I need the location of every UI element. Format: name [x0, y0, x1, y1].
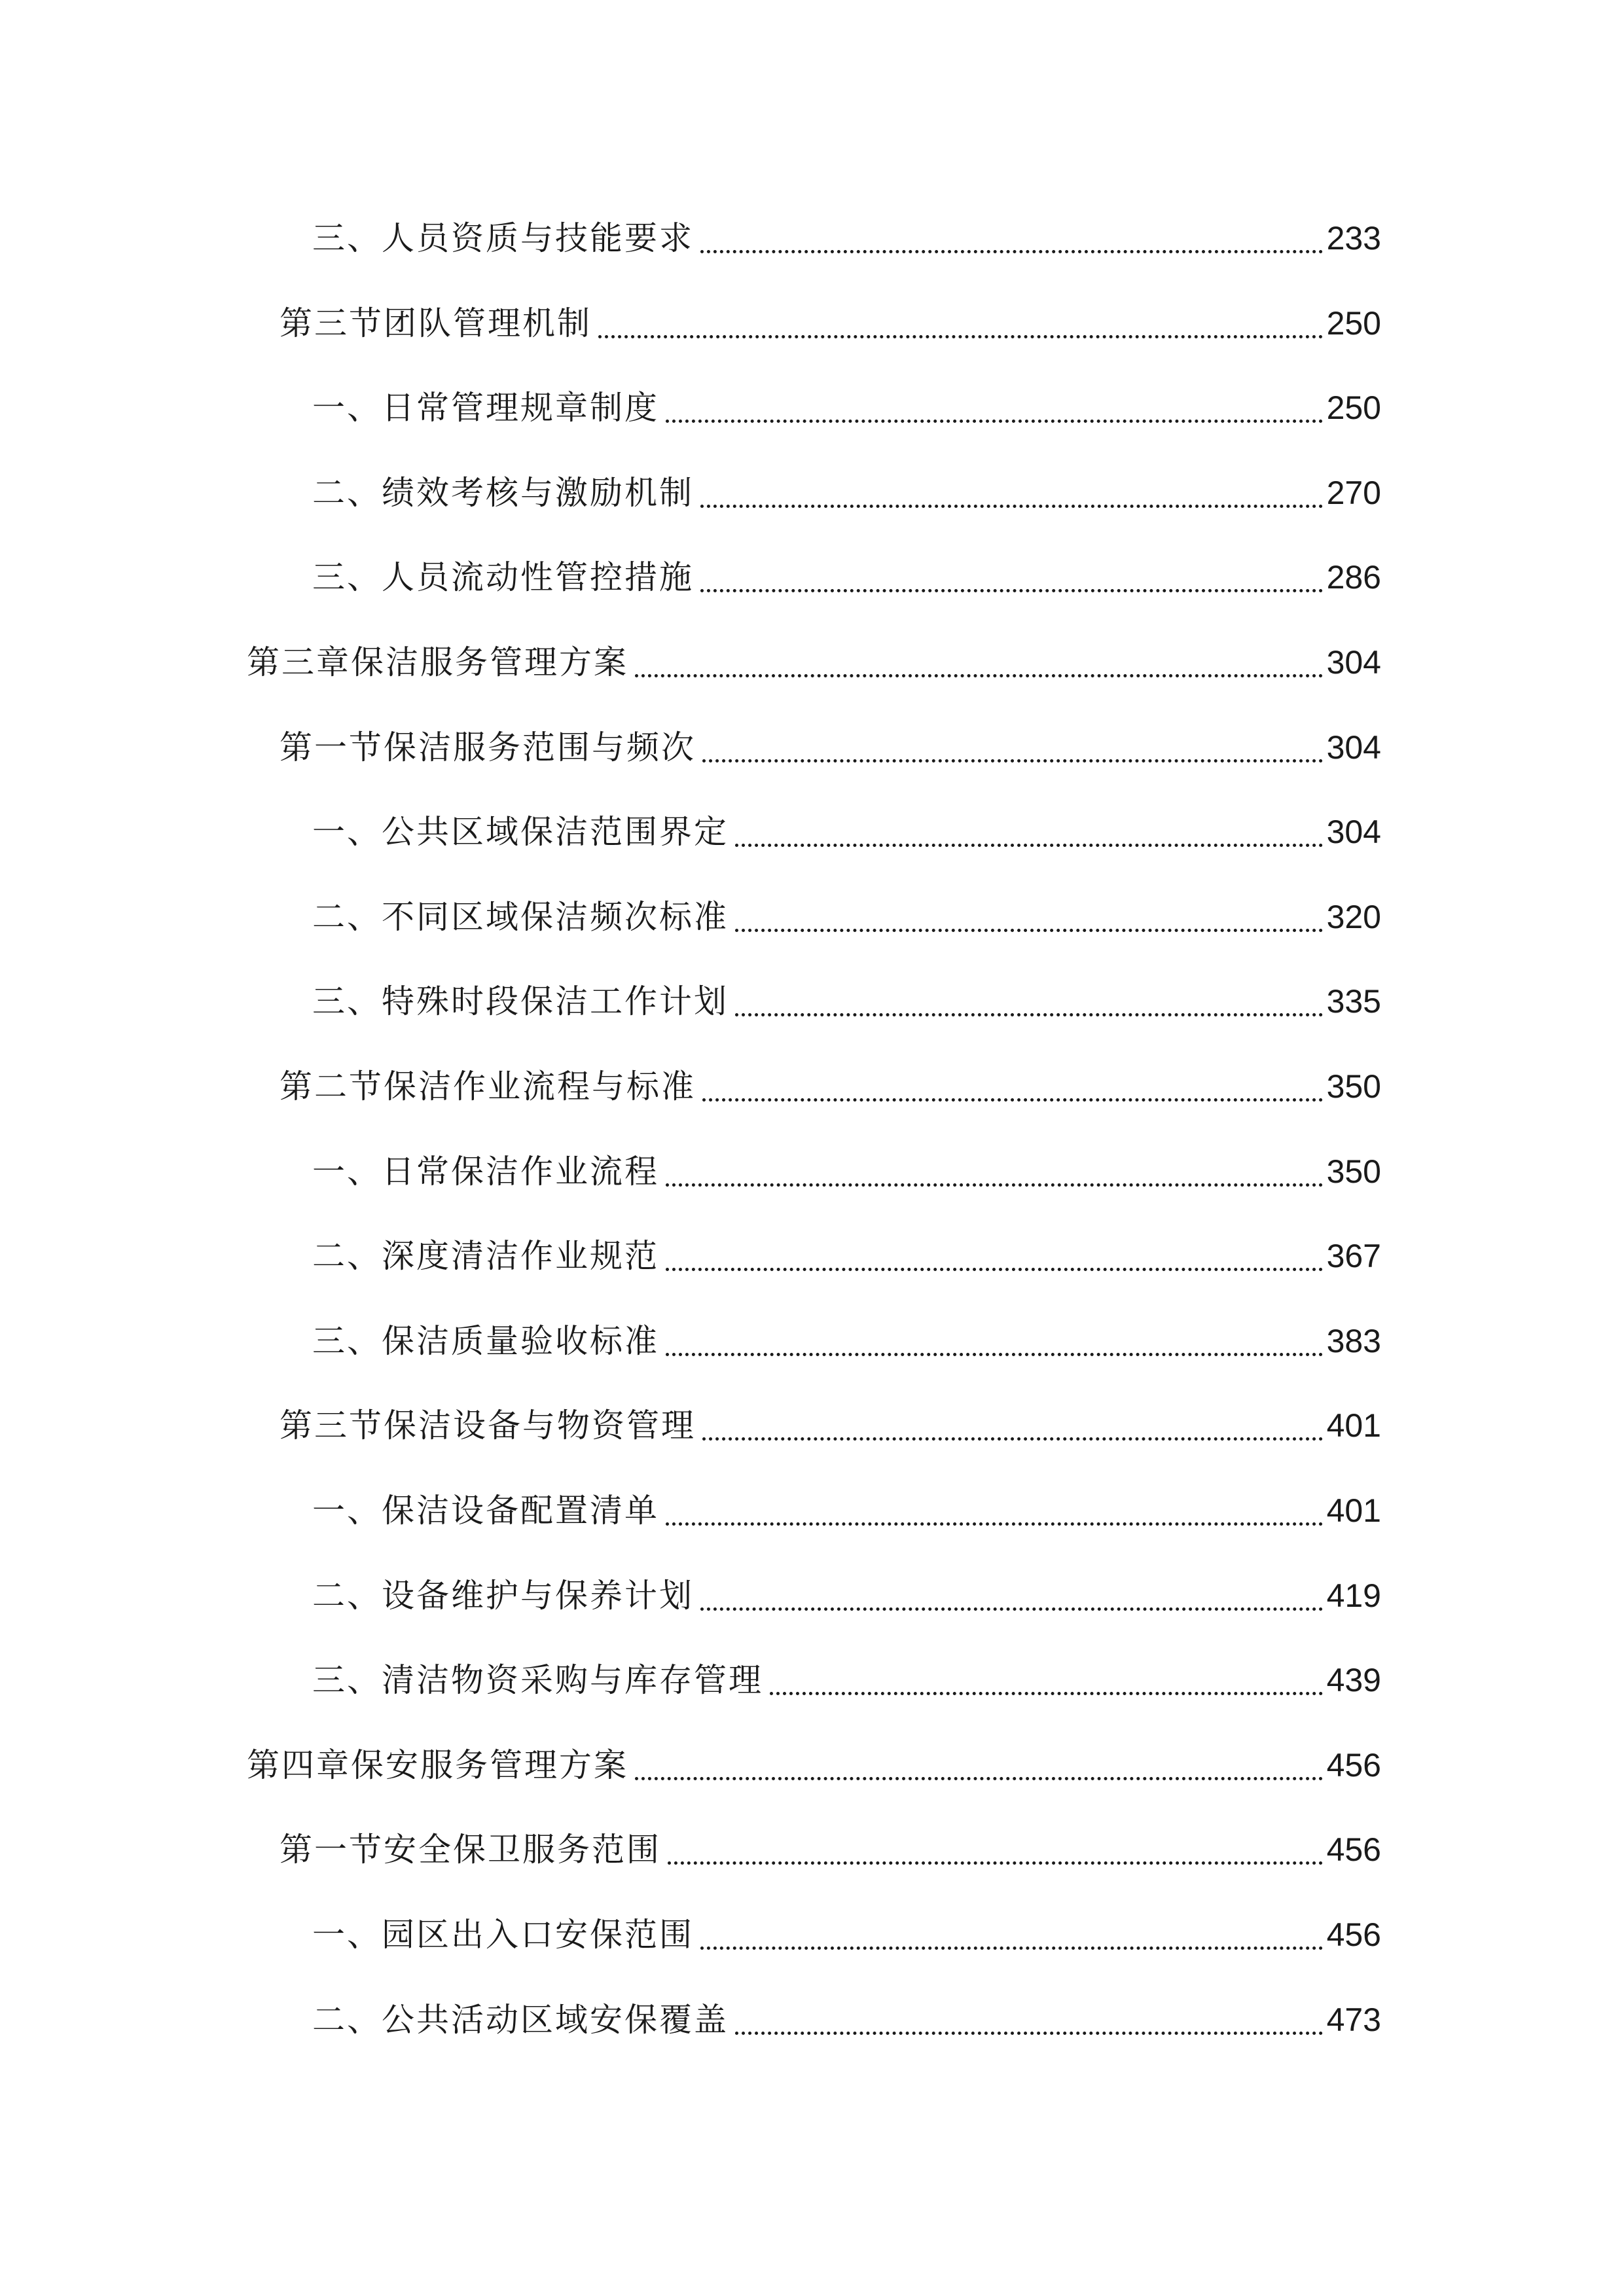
toc-entry-title: 二、不同区域保洁频次标准: [312, 898, 729, 936]
toc-entry-page-number: 473: [1326, 2001, 1381, 2038]
toc-entry-title: 一、园区出入口安保范围: [312, 1916, 694, 1954]
toc-dot-leader: [702, 1098, 1323, 1102]
toc-entry-title: 第一节保洁服务范围与频次: [280, 728, 696, 766]
toc-entry[interactable]: [280, 1393, 1381, 1458]
toc-entry[interactable]: [312, 1223, 1381, 1289]
toc-entry-page-number: 270: [1326, 475, 1381, 511]
toc-dot-leader: [666, 420, 1323, 423]
toc-dot-leader: [700, 505, 1323, 508]
toc-entry[interactable]: [312, 545, 1381, 610]
toc-entry-title: 一、公共区域保洁范围界定: [312, 813, 729, 851]
toc-dot-leader: [666, 1268, 1323, 1271]
toc-entry[interactable]: [312, 1563, 1381, 1628]
toc-entry-title: 二、绩效考核与激励机制: [312, 474, 694, 512]
toc-entry-title: 二、公共活动区域安保覆盖: [312, 2001, 729, 2039]
toc-entry[interactable]: [312, 884, 1381, 950]
toc-dot-leader: [702, 1437, 1323, 1441]
toc-entry-title: 一、保洁设备配置清单: [312, 1492, 659, 1530]
toc-entry-title: 二、深度清洁作业规范: [312, 1237, 659, 1275]
toc-entry[interactable]: [312, 375, 1381, 440]
toc-entry[interactable]: [312, 1139, 1381, 1204]
toc-entry[interactable]: [312, 460, 1381, 526]
toc-entry-page-number: 304: [1326, 644, 1381, 681]
toc-dot-leader: [770, 1692, 1323, 1695]
toc-dot-leader: [666, 1522, 1323, 1526]
toc-dot-leader: [635, 674, 1323, 677]
toc-dot-leader: [735, 929, 1323, 932]
toc-entry-title: 一、日常管理规章制度: [312, 389, 659, 427]
toc-entry-title: 第三章保洁服务管理方案: [247, 643, 628, 681]
toc-dot-leader: [700, 589, 1323, 592]
toc-entry-title: 三、清洁物资采购与库存管理: [312, 1661, 763, 1699]
toc-entry-page-number: 350: [1326, 1068, 1381, 1105]
toc-entry[interactable]: [312, 1647, 1381, 1713]
toc-dot-leader: [666, 1353, 1323, 1356]
toc-entry-page-number: 401: [1326, 1492, 1381, 1529]
toc-dot-leader: [666, 1183, 1323, 1187]
toc-entry-page-number: 320: [1326, 899, 1381, 935]
toc-entry-page-number: 419: [1326, 1577, 1381, 1614]
toc-entry-page-number: 335: [1326, 983, 1381, 1020]
toc-dot-leader: [700, 250, 1323, 253]
toc-entry[interactable]: [312, 799, 1381, 865]
toc-entry-page-number: 250: [1326, 305, 1381, 342]
toc-entry-title: 一、日常保洁作业流程: [312, 1153, 659, 1191]
toc-entry-page-number: 456: [1326, 1831, 1381, 1868]
toc-entry-title: 第三节保洁设备与物资管理: [280, 1407, 696, 1444]
toc-dot-leader: [700, 1607, 1323, 1611]
toc-entry[interactable]: [247, 630, 1381, 695]
toc-dot-leader: [735, 2032, 1323, 2035]
toc-dot-leader: [735, 1013, 1323, 1016]
toc-entry-page-number: 350: [1326, 1153, 1381, 1190]
toc-dot-leader: [635, 1777, 1323, 1780]
toc-entry[interactable]: [312, 969, 1381, 1034]
toc-entry-title: 二、设备维护与保养计划: [312, 1577, 694, 1615]
toc-entry-title: 第二节保洁作业流程与标准: [280, 1067, 696, 1105]
toc-entry-title: 第一节安全保卫服务范围: [280, 1831, 661, 1869]
toc-entry[interactable]: [280, 291, 1381, 356]
toc-entry-page-number: 383: [1326, 1323, 1381, 1359]
toc-entry[interactable]: [280, 715, 1381, 780]
toc-dot-leader: [735, 844, 1323, 847]
toc-dot-leader: [598, 335, 1323, 338]
toc-dot-leader: [702, 759, 1323, 762]
toc-entry-page-number: 233: [1326, 220, 1381, 257]
toc-entry-title: 第三节团队管理机制: [280, 304, 592, 342]
toc-entry-title: 三、保洁质量验收标准: [312, 1322, 659, 1360]
toc-entry-page-number: 401: [1326, 1407, 1381, 1444]
toc-entry-page-number: 286: [1326, 559, 1381, 596]
toc-entry[interactable]: [280, 1817, 1381, 1882]
toc-entry[interactable]: [312, 1987, 1381, 2053]
toc-entry-page-number: 439: [1326, 1662, 1381, 1698]
toc-entry-title: 三、人员流动性管控措施: [312, 558, 694, 596]
toc-entry-title: 三、特殊时段保洁工作计划: [312, 982, 729, 1020]
toc-entry-title: 三、人员资质与技能要求: [312, 219, 694, 257]
toc-entry[interactable]: [312, 1902, 1381, 1967]
toc-entry-page-number: 456: [1326, 1747, 1381, 1784]
toc-entry[interactable]: [280, 1054, 1381, 1119]
toc-entry-page-number: 456: [1326, 1916, 1381, 1953]
toc-entry-page-number: 250: [1326, 389, 1381, 426]
toc-entry-page-number: 367: [1326, 1238, 1381, 1274]
toc-entry[interactable]: [247, 1732, 1381, 1798]
toc-dot-leader: [668, 1861, 1323, 1865]
toc-entry-page-number: 304: [1326, 729, 1381, 766]
toc-entry-title: 第四章保安服务管理方案: [247, 1746, 628, 1784]
toc-dot-leader: [700, 1946, 1323, 1950]
toc-entry[interactable]: [312, 206, 1381, 271]
toc-entry-page-number: 304: [1326, 814, 1381, 850]
toc-entry[interactable]: [312, 1478, 1381, 1543]
toc-entry[interactable]: [312, 1308, 1381, 1374]
